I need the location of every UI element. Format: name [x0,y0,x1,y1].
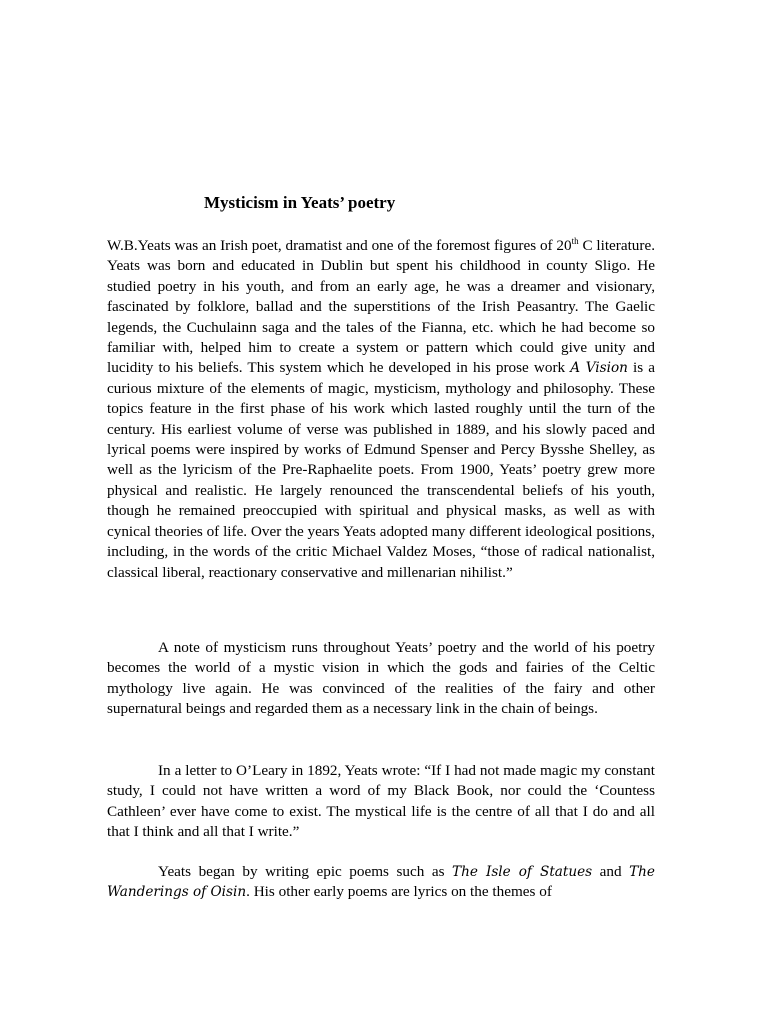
ordinal-suffix: th [571,236,579,246]
paragraph-epic-text-c: . His other early poems are lyrics on the themes of [246,883,552,901]
paragraph-epic-text-a: Yeats began by writing epic poems such as [158,863,453,880]
paragraph-intro-text-a: W.B.Yeats was an Irish poet, dramatist and one of the foremost figures of 20 [107,237,572,254]
paragraph-epic-text-b: and [592,863,630,880]
paragraph-intro [107,236,655,583]
paragraph-letter-text: In a letter to O’Leary in 1892, Yeats wrote: “If I had not made magic my constant study, I could not have written a word of my Black Book, nor could the ‘Countess Cathleen’ ever have come to exist. The mystical life is the centre of all that I do and all that I think and all that I write.” [107,762,655,841]
work-title-wanderings-of-oisin: The Wanderings of Oisin [107,864,655,901]
paragraph-letter [107,761,655,843]
paragraph-intro-text-b: C literature. Yeats was born and educated in Dublin but spent his childhood in county Sligo. He studied poetry in his youth, and from an early age, he was a dreamer and visionary, fascinated by folklore, ballad and the superstitions of the Irish Peasantry. The Gaelic legends, the Cuchulainn saga and the tales of the Fianna, etc. which he had become so familiar with, helped him to create a system or pattern which could give unity and lucidity to his beliefs. This system which he developed in his prose work [107,237,655,377]
paragraph-epic-poems [107,862,655,903]
paragraph-mysticism [107,638,655,720]
document-title: Mysticism in Yeats’ poetry [204,193,396,212]
paragraph-mysticism-text: A note of mysticism runs throughout Yeats’ poetry and the world of his poetry becomes the world of a mystic vision in which the gods and fairies of the Celtic mythology live again. He was convinced of the realities of the fairy and other supernatural beings and regarded them as a necessary link in the chain of beings. [107,639,655,718]
paragraph-intro-text-c: is a curious mixture of the elements of magic, mysticism, mythology and philosophy. These topics feature in the first phase of his work which lasted roughly until the turn of the century. His earliest volume of verse was published in 1889, and his slowly paced and lyrical poems were inspired by works of Edmund Spenser and Percy Bysshe Shelley, as well as the lyricism of the Pre-Raphaelite poets. From 1900, Yeats’ poetry grew more physical and realistic. He largely renounced the transcendental beliefs of his youth, though he remained preoccupied with spiritual and physical masks, as well as with cynical theories of life. Over the years Yeats adopted many different ideological positions, including, in the words of the critic Michael Valdez Moses, “those of radical nationalist, classical liberal, reactionary conservative and millenarian nihilist.” [107,359,656,581]
work-title-a-vision: A Vision [570,360,628,377]
work-title-isle-of-statues: The Isle of Statues [452,864,593,880]
